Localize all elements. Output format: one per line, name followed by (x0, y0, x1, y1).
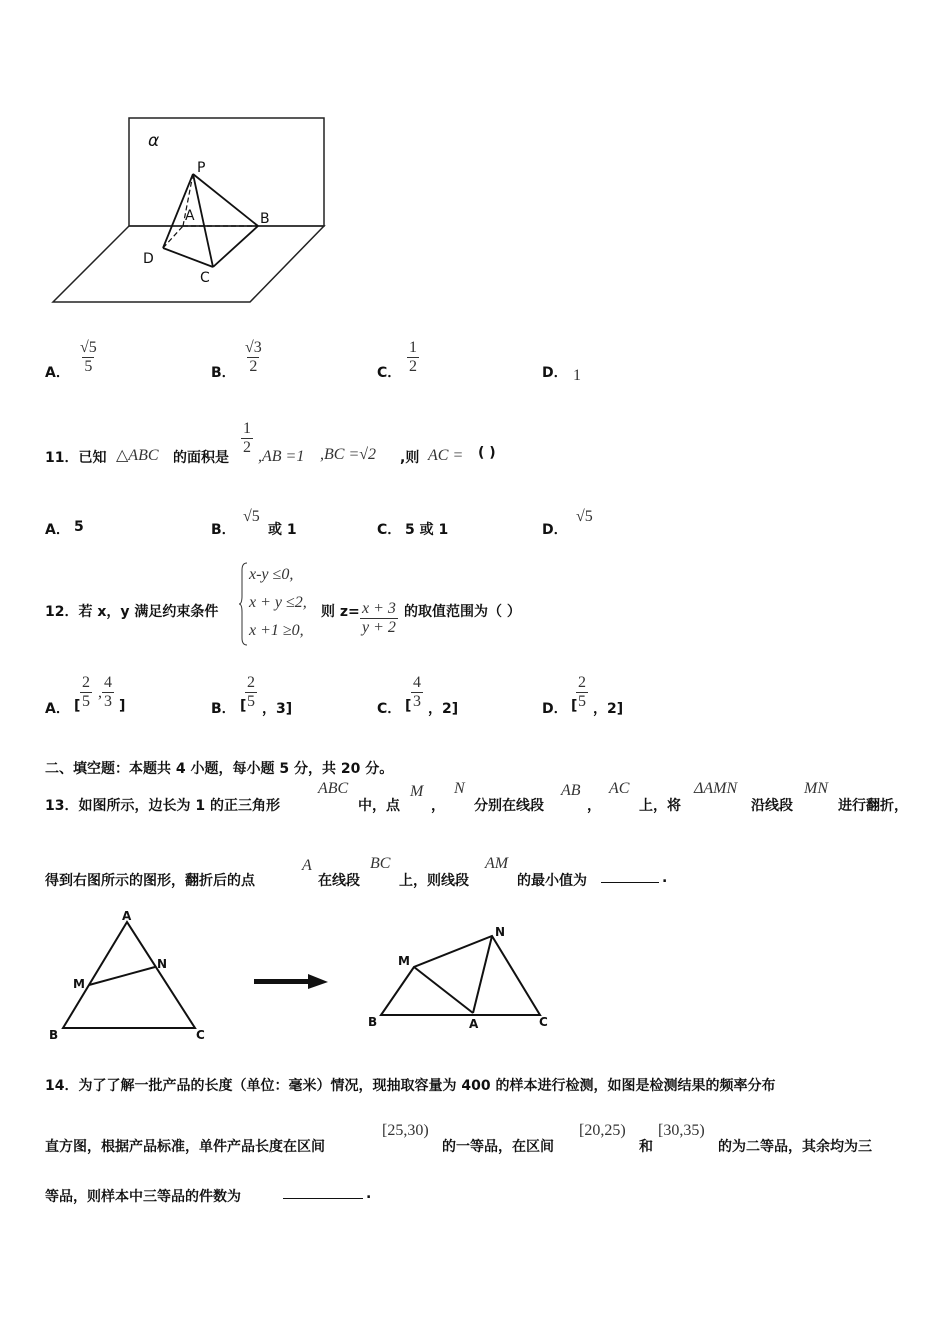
fraction-numerator: 2 (578, 674, 586, 691)
fraction-denominator: 3 (104, 693, 112, 710)
q14-line2-text-4: 的为二等品，其余均为三 (718, 1139, 872, 1155)
section-heading: 二、填空题：本题共 4 小题，每小题 5 分，共 20 分。 (45, 761, 394, 777)
q12-constraint-2: x + y ≤2, (249, 594, 307, 611)
q13-text-1: 13．如图所示，边长为 1 的正三角形 (45, 798, 280, 814)
q11-option-a-value: 5 (74, 519, 84, 535)
q13-figure-left (45, 908, 215, 1043)
q12-constraint-3: x +1 ≥0, (249, 622, 304, 639)
q13-math-abc: ABC (318, 780, 349, 797)
q12-option-b-frac (245, 674, 257, 711)
fraction-denominator: 2 (409, 358, 417, 375)
fraction-numerator: √3 (245, 339, 262, 356)
q12-option-a-frac1 (80, 674, 92, 711)
q11-number: 11．已知 (45, 450, 107, 466)
q13-line2-text-2: 在线段 (318, 873, 360, 889)
left-label-B: B (49, 1028, 59, 1042)
label-P: P (197, 160, 206, 176)
q11-triangle: △ABC (116, 447, 159, 464)
q11-paren: ( ) (478, 445, 496, 461)
fraction-numerator: 1 (409, 339, 417, 356)
right-label-M: M (398, 954, 410, 968)
q13-math-n: N (454, 780, 465, 797)
left-label-N: N (157, 957, 168, 971)
q11-ab: ,AB =1 (258, 448, 305, 465)
q10-option-d-value: 1 (573, 367, 581, 384)
q13-math-ac: AC (609, 780, 630, 797)
q11-option-b-suffix: 或 1 (268, 522, 297, 538)
q11-option-b-letter: B． (211, 522, 236, 538)
fraction-numerator: √5 (80, 339, 97, 356)
q12-option-b-letter: B． (211, 701, 236, 717)
q11-option-b-value: √5 (243, 508, 260, 525)
q12-option-c-rest: ，2] (428, 701, 459, 717)
q12-option-c-frac (411, 674, 423, 711)
q14-line2-text-3: 和 (639, 1139, 653, 1155)
q14-interval-3: [30,35) (658, 1122, 705, 1139)
q12-option-d-rest: ，2] (593, 701, 624, 717)
label-A: A (185, 208, 195, 224)
q12-option-b-open: [ (240, 698, 247, 714)
q12-option-a-open: [ (74, 698, 81, 714)
q12-option-a-letter: A． (45, 701, 70, 717)
q14-line1: 14．为了了解一批产品的长度（单位：毫米）情况，现抽取容量为 400 的样本进行检测，如图是检测结果的频率分布 (45, 1078, 776, 1094)
fraction-denominator: 5 (578, 693, 586, 710)
fraction-denominator: y + 2 (362, 619, 396, 636)
label-B: B (260, 211, 270, 227)
q11-option-d-value: √5 (576, 508, 593, 525)
q13-line2-math-a: A (302, 857, 312, 874)
q13-text-8: 进行翻折， (838, 798, 908, 814)
q13-text-3: ， (431, 798, 445, 814)
q13-text-5: ， (587, 798, 601, 814)
q13-math-ab: AB (561, 782, 581, 799)
fraction-denominator: 2 (243, 439, 251, 456)
fraction-denominator: 5 (247, 693, 255, 710)
q12-prefix: 12．若 x，y 满足约束条件 (45, 604, 219, 620)
fraction-numerator: 2 (247, 674, 255, 691)
right-label-A: A (469, 1017, 479, 1031)
brace-icon (238, 562, 248, 646)
q13-math-amn: ΔAMN (694, 780, 738, 797)
fraction-numerator: x + 3 (362, 600, 396, 617)
q14-line3-text: 等品，则样本中三等品的件数为 (45, 1189, 241, 1205)
q12-constraint-1: x-y ≤0, (249, 566, 294, 583)
fraction-denominator: 5 (84, 358, 93, 375)
fraction-numerator: 4 (413, 674, 421, 691)
q13-line2-end: . (662, 870, 668, 886)
q13-line2-text-4: 的最小值为 (517, 873, 587, 889)
q12-option-d-frac (576, 674, 588, 711)
q13-line2-math-am: AM (485, 855, 509, 872)
fraction-denominator: 2 (249, 358, 258, 375)
q11-bc: ,BC =√2 (320, 446, 377, 463)
q13-text-7: 沿线段 (751, 798, 793, 814)
q12-then-z: 则 z= (321, 604, 360, 620)
alpha-label: α (148, 131, 160, 151)
fraction-numerator: 4 (104, 674, 112, 691)
arrow-right-icon (254, 972, 330, 992)
fraction-numerator: 1 (243, 420, 251, 437)
q13-line2-math-bc: BC (370, 855, 391, 872)
q11-then: ,则 (400, 450, 420, 466)
label-C: C (200, 270, 210, 286)
q12-option-a-frac2 (102, 674, 114, 711)
q13-text-2: 中，点 (358, 798, 400, 814)
left-label-M: M (73, 977, 85, 991)
right-label-B: B (368, 1015, 378, 1029)
fraction-numerator: 2 (82, 674, 90, 691)
q14-line2-text-2: 的一等品，在区间 (442, 1139, 554, 1155)
q11-option-c-letter: C． (377, 522, 402, 538)
q13-text-4: 分别在线段 (474, 798, 544, 814)
left-label-A: A (122, 909, 132, 923)
q13-math-mn: MN (804, 780, 828, 797)
q11-ac: AC = (428, 447, 464, 464)
q12-option-b-rest: ，3] (262, 701, 293, 717)
q11-option-d-letter: D． (542, 522, 568, 538)
q13-answer-blank[interactable] (601, 868, 659, 883)
q13-line2-text-3: 上，则线段 (399, 873, 469, 889)
q14-interval-2: [20,25) (579, 1122, 626, 1139)
left-label-C: C (196, 1028, 205, 1042)
q12-z-fraction (360, 600, 398, 637)
q10-option-c-letter: C． (377, 365, 402, 381)
fraction-denominator: 3 (413, 693, 421, 710)
right-label-C: C (539, 1015, 548, 1029)
q11-option-c-value: 5 或 1 (405, 522, 449, 538)
q10-option-c-value (407, 339, 419, 376)
fraction-denominator: 5 (82, 693, 90, 710)
q14-line2-text-1: 直方图，根据产品标准，单件产品长度在区间 (45, 1139, 325, 1155)
q12-option-c-letter: C． (377, 701, 402, 717)
q10-figure (45, 110, 335, 310)
q11-option-a-letter: A． (45, 522, 70, 538)
q14-answer-blank[interactable] (283, 1184, 363, 1199)
q10-option-b-letter: B． (211, 365, 236, 381)
q10-option-a-value (78, 339, 99, 376)
label-D: D (143, 251, 154, 267)
q10-option-b-value (243, 339, 264, 376)
q12-option-a-close: ] (119, 698, 126, 714)
q10-option-d-letter: D． (542, 365, 568, 381)
q12-option-d-open: [ (571, 698, 578, 714)
q12-option-d-letter: D． (542, 701, 568, 717)
q13-figure-right (364, 920, 559, 1035)
q13-math-m: M (410, 783, 424, 800)
q11-half (241, 420, 253, 457)
q12-option-a-comma: , (98, 684, 102, 701)
q14-line3-end: . (366, 1186, 372, 1202)
q12-option-c-open: [ (405, 698, 412, 714)
right-label-N: N (495, 925, 506, 939)
q11-area-text: 的面积是 (173, 450, 229, 466)
q13-text-6: 上，将 (639, 798, 681, 814)
q12-suffix: 的取值范围为（ ） (404, 604, 521, 620)
q10-option-a-letter: A． (45, 365, 70, 381)
q13-line2-text-1: 得到右图所示的图形，翻折后的点 (45, 873, 255, 889)
q14-interval-1: [25,30) (382, 1122, 429, 1139)
